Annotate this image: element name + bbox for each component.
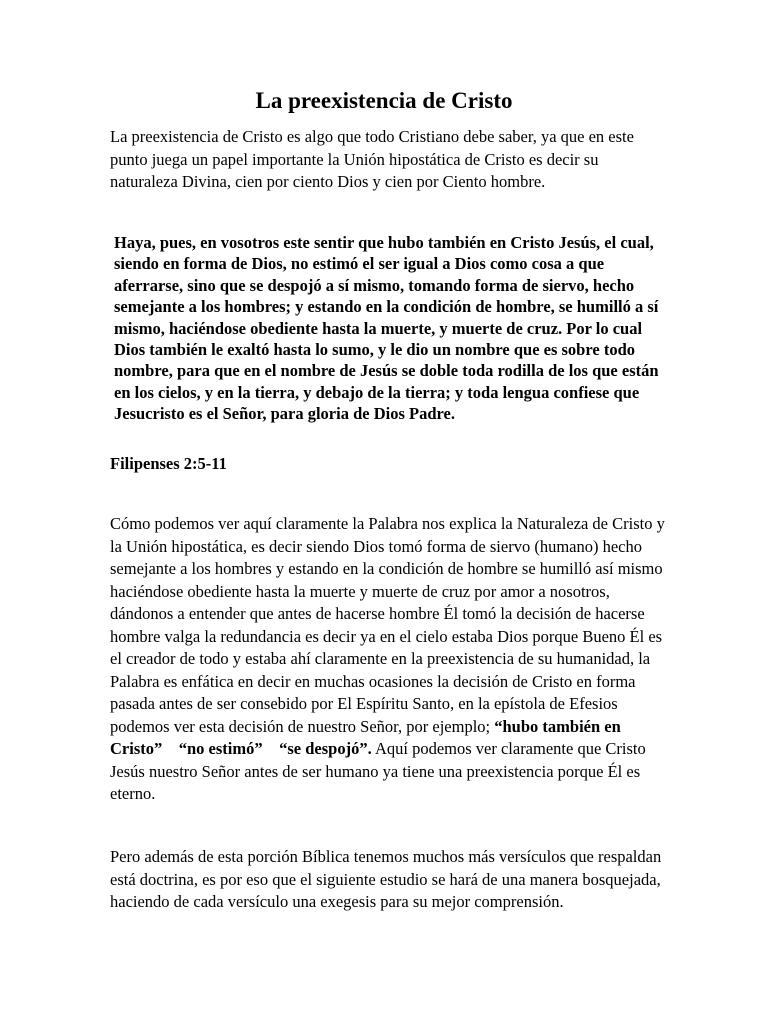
quote-se-despojo: “se despojó”. bbox=[279, 739, 372, 758]
verse-reference: Filipenses 2:5-11 bbox=[110, 454, 227, 473]
page-title: La preexistencia de Cristo bbox=[255, 88, 513, 113]
intro-paragraph: La preexistencia de Cristo es algo que todo Cristiano debe saber, ya que en este punto juega un papel importante la Unión hipostática de Cristo es decir su naturaleza Divina, cien por ciento Dios y cien por Ciento hombre. bbox=[110, 127, 634, 191]
analysis-text-before: Cómo podemos ver aquí claramente la Palabra nos explica la Naturaleza de Cristo y la Unión hipostática, es decir siendo Dios tomó forma de siervo (humano) hecho semejante a los hombres y estando en la condición de hombre se humilló así mismo haciéndose obediente hasta la muerte y muerte de cruz por amor a nosotros, dándonos a entender que antes de hacerse hombre Él tomó la decisión de hacerse hombre valga la redundancia es decir ya en el cielo estaba Dios porque Bueno Él es el creador de todo y estaba ahí claramente en la preexistencia de su humanidad, la Palabra es enfática en decir en muchas ocasiones la decisión de Cristo en forma pasada antes de ser consebido por El Espíritu Santo, en la epístola de Efesios podemos ver esta decisión de nuestro Señor, por ejemplo; bbox=[110, 514, 665, 736]
analysis-paragraph bbox=[110, 513, 670, 806]
quote-no-estimo: “no estimó” bbox=[178, 739, 263, 758]
verse-quote: Haya, pues, en vosotros este sentir que hubo también en Cristo Jesús, el cual, siendo en forma de Dios, no estimó el ser igual a Dios como cosa a que aferrarse, sino que se despojó a sí mismo, tomando forma de siervo, hecho semejante a los hombres; y estando en la condición de hombre, se humilló a sí mismo, haciéndose obediente hasta la muerte, y muerte de cruz. Por lo cual Dios también le exaltó hasta lo sumo, y le dio un nombre que es sobre todo nombre, para que en el nombre de Jesús se doble toda rodilla de los que están en los cielos, y en la tierra, y debajo de la tierra; y toda lengua confiese que Jesucristo es el Señor, para gloria de Dios Padre. bbox=[114, 233, 659, 424]
closing-paragraph: Pero además de esta porción Bíblica tenemos muchos más versículos que respaldan está doctrina, es por eso que el siguiente estudio se hará de una manera bosquejada, haciendo de cada versículo una exegesis para su mejor comprensión. bbox=[110, 847, 662, 911]
quote-hubo-tambien: “hubo también en Cristo” bbox=[110, 716, 621, 758]
analysis-text-after: Aquí podemos ver claramente que Cristo Jesús nuestro Señor antes de ser humano ya tiene una preexistencia porque Él es eterno. bbox=[110, 739, 646, 803]
